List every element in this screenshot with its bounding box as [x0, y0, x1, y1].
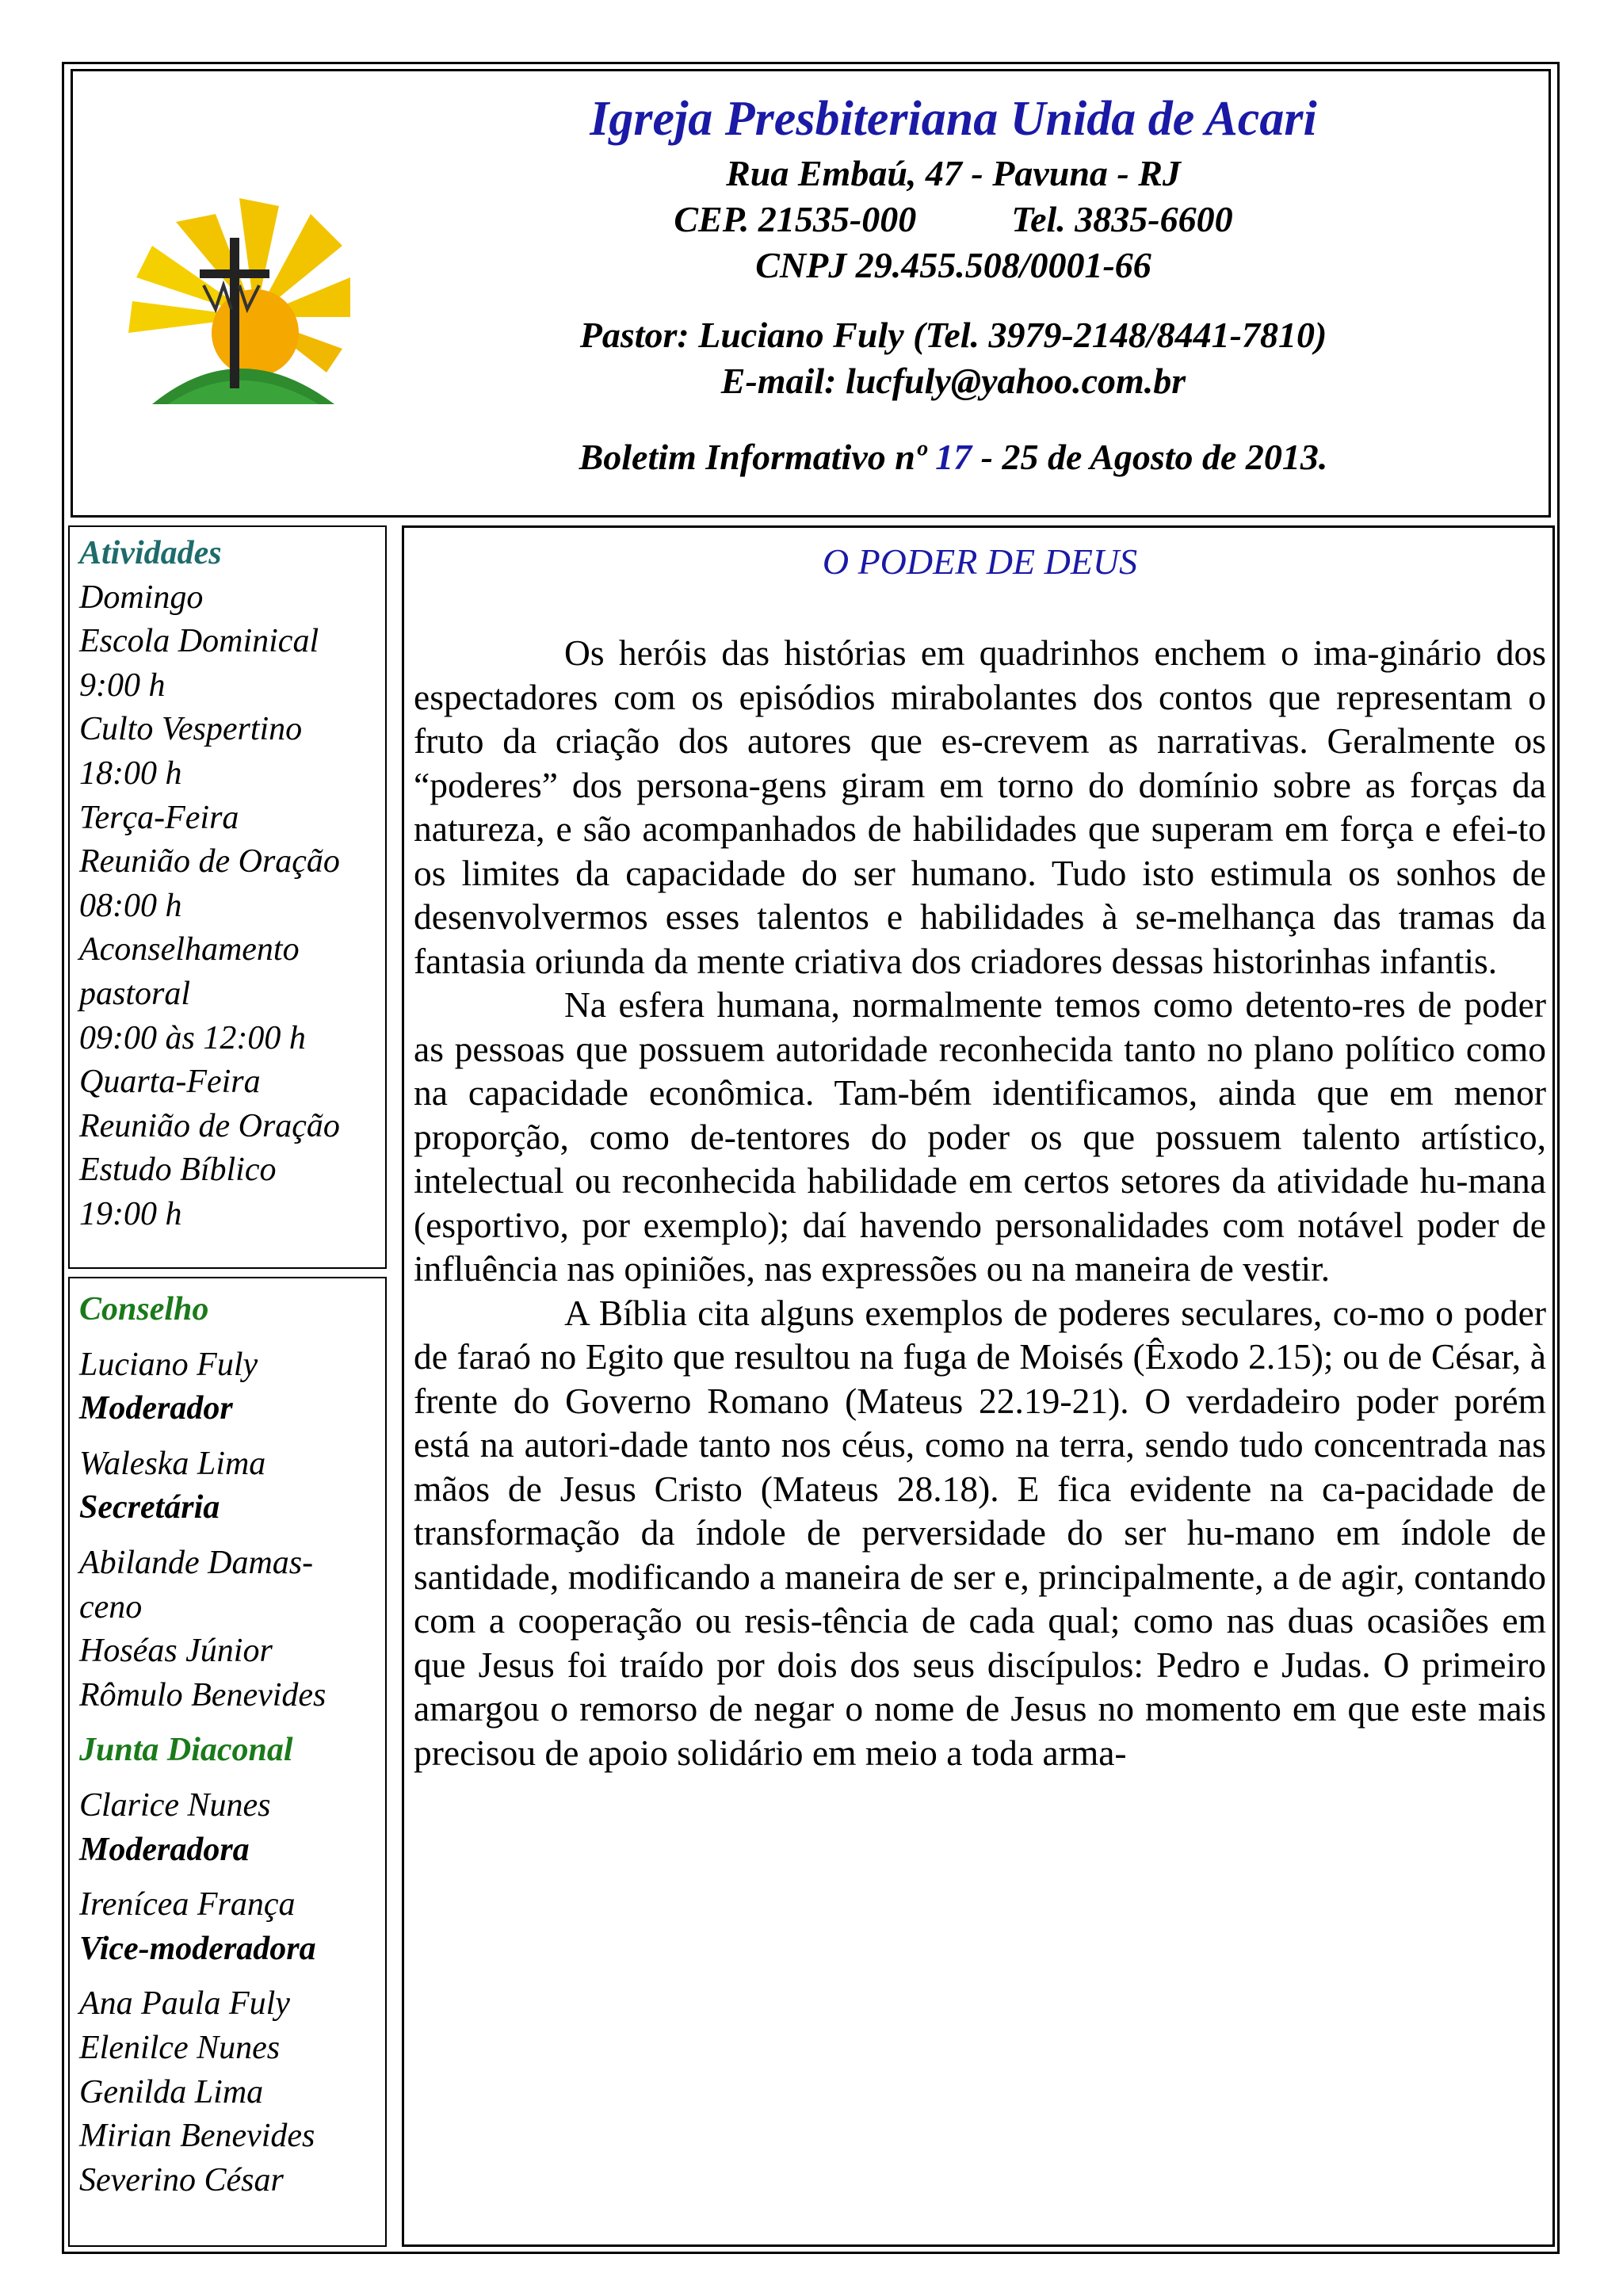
activity-line: Estudo Bíblico	[79, 1152, 277, 1189]
church-header	[71, 69, 1551, 518]
article-paragraph: A Bíblia cita alguns exemplos de poderes seculares, co-mo o poder de faraó no Egito que resultou na fuga de Moisés (Êxodo 2.15); ou de César, à frente do Governo Romano (Mateus 22.19-21). O verdadeiro poder porém está na autori-dade tanto nos céus, como na terra, sendo tudo concentrada nas mãos de Jesus Cristo (Mateus 28.18). E fica evidente na ca-pacidade de transformação da índole de perversidade do ser hu-mano em índole de santidade, modificando a maneira de ser e, principalmente, a de agir, contando com a cooperação ou resis-tência de cada qual; como nas duas ocasiões em que Jesus foi traído por dois dos seus discípulos: Pedro e Judas. O primeiro amargou o remorso de negar o nome de Jesus no momento em que este mais precisou de apoio solidário em meio a toda arma-	[414, 1292, 1546, 1773]
article-box	[402, 525, 1555, 2247]
activity-line: 9:00 h	[79, 667, 166, 704]
church-phone: Tel. 3835-6600	[1011, 199, 1233, 240]
member-name: Hoséas Júnior	[79, 1633, 273, 1670]
member-name: Clarice Nunes	[79, 1786, 271, 1824]
bulletin-line: Boletim Informativo nº 17 - 25 de Agosto de 2013.	[579, 437, 1328, 478]
activity-line: 18:00 h	[79, 755, 182, 792]
article-title: O PODER DE DEUS	[822, 541, 1138, 582]
member-name: Mirian Benevides	[79, 2118, 315, 2155]
member-name: Elenilce Nunes	[79, 2029, 281, 2066]
church-cep: CEP. 21535-000	[674, 199, 917, 240]
activity-line: Quarta-Feira	[79, 1064, 261, 1101]
activity-line: Escola Dominical	[79, 623, 319, 660]
member-name: ceno	[79, 1588, 143, 1626]
member-name: Rômulo Benevides	[79, 1676, 327, 1713]
bulletin-number: 17	[935, 437, 972, 478]
member-role: Secretária	[79, 1489, 220, 1526]
diaconal-title: Junta Diaconal	[79, 1732, 293, 1769]
activity-line: Aconselhamento	[79, 931, 300, 968]
church-cnpj: CNPJ 29.455.508/0001-66	[755, 245, 1151, 286]
church-name: Igreja Presbiteriana Unida de Acari	[590, 92, 1317, 146]
activity-line: 08:00 h	[79, 887, 182, 924]
activity-line: Reunião de Oração	[79, 1107, 340, 1144]
member-name: Severino César	[79, 2161, 284, 2199]
member-name: Ana Paula Fuly	[79, 1985, 290, 2023]
activities-box	[68, 525, 387, 1269]
activities-title: Atividades	[79, 535, 222, 571]
member-name: Luciano Fuly	[79, 1346, 258, 1383]
activity-line: 09:00 às 12:00 h	[79, 1019, 306, 1056]
activity-line: Culto Vespertino	[79, 711, 303, 748]
member-role: Vice-moderadora	[79, 1930, 316, 1967]
leadership-box	[68, 1277, 387, 2247]
pastor-info: Pastor: Luciano Fuly (Tel. 3979-2148/8441-7810)	[579, 315, 1327, 356]
member-name: Waleska Lima	[79, 1445, 266, 1482]
member-role: Moderadora	[79, 1831, 250, 1868]
article-paragraph: Os heróis das histórias em quadrinhos enchem o ima-ginário dos espectadores com os episódios mirabolantes dos contos que representam o fruto da criação dos autores que es-crevem as narrativas. Geralmente os “poderes” dos persona-gens giram em torno do domínio sobre as forças da natureza, e são acompanhados de habilidades que superam em força e efei-to os limites da capacidade do ser humano. Tudo isto estimula os sonhos de desenvolvermos esses talentos e habilidades à se-melhança das tramas da fantasia oriunda da mente criativa dos criadores dessas historinhas infantis.	[414, 632, 1546, 981]
pastor-email: E-mail: lucfuly@yahoo.com.br	[720, 361, 1186, 402]
member-name: Abilande Damas-	[79, 1544, 314, 1581]
activity-line: pastoral	[79, 975, 191, 1012]
member-name: Genilda Lima	[79, 2073, 264, 2111]
activity-line: Reunião de Oração	[79, 843, 340, 881]
activity-line: Terça-Feira	[79, 799, 239, 836]
church-logo-icon	[120, 190, 358, 428]
article-paragraph: Na esfera humana, normalmente temos como detento-res de poder as pessoas que possuem autoridade reconhecida tanto no plano político como na capacidade econômica. Tam-bém identificamos, ainda que em menor proporção, como de-tentores do poder os que possuem talento artístico, intelectual ou reconhecida habilidade em certos setores da atividade hu-mana (esportivo, por exemplo); daí havendo personalidades com notável poder de influência nas opiniões, nas expressões ou na maneira de vestir.	[414, 984, 1546, 1289]
council-title: Conselho	[79, 1291, 209, 1328]
member-name: Irenícea França	[79, 1886, 296, 1924]
activity-line: Domingo	[79, 579, 204, 616]
member-role: Moderador	[79, 1390, 233, 1427]
church-address: Rua Embaú, 47 - Pavuna - RJ	[726, 153, 1181, 194]
activity-line: 19:00 h	[79, 1195, 182, 1232]
